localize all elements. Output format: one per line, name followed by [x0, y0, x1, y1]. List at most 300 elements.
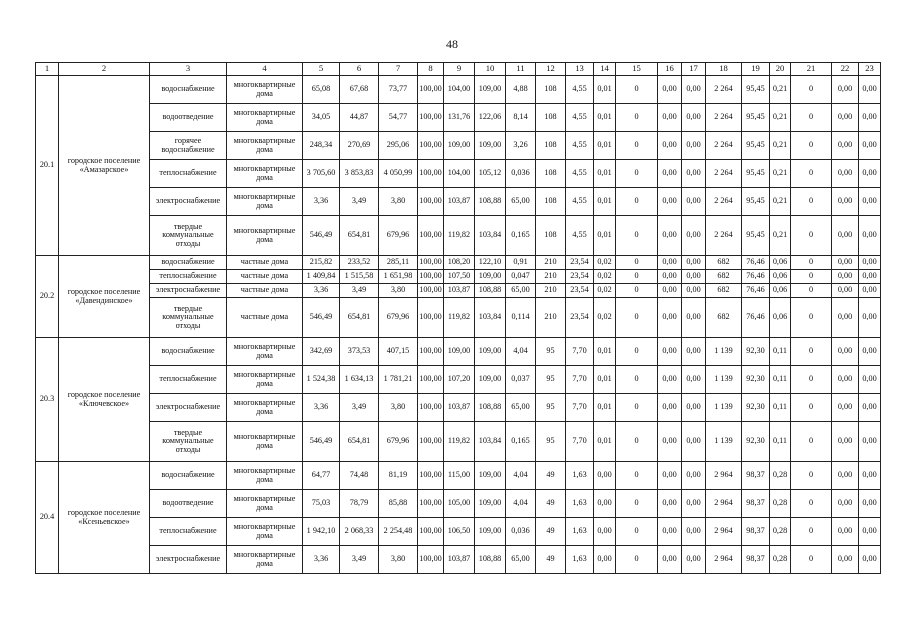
- table-cell: 0,21: [770, 216, 791, 256]
- housing-type: многоквартирные дома: [227, 394, 303, 422]
- table-cell: 0,00: [682, 160, 706, 188]
- table-cell: 0,21: [770, 188, 791, 216]
- column-number: 3: [150, 63, 227, 76]
- column-number: 1: [36, 63, 59, 76]
- housing-type: многоквартирные дома: [227, 104, 303, 132]
- table-cell: 0,047: [506, 270, 536, 284]
- table-cell: 0,00: [832, 490, 859, 518]
- housing-type: многоквартирные дома: [227, 132, 303, 160]
- table-cell: 0,00: [658, 490, 682, 518]
- group-id: 20.2: [36, 256, 59, 338]
- table-row: [36, 394, 881, 422]
- table-cell: 0,00: [682, 76, 706, 104]
- service-type: твердые коммунальные отходы: [150, 216, 227, 256]
- table-cell: 119,82: [444, 298, 475, 338]
- table-cell: 0,02: [594, 256, 616, 270]
- table-cell: 23,54: [566, 270, 594, 284]
- table-cell: 210: [536, 298, 566, 338]
- table-row: [36, 284, 881, 298]
- table-cell: 109,00: [475, 270, 506, 284]
- table-cell: 0: [616, 422, 658, 462]
- table-cell: 0,01: [594, 188, 616, 216]
- table-cell: 95: [536, 422, 566, 462]
- table-cell: 76,46: [742, 256, 770, 270]
- table-cell: 92,30: [742, 394, 770, 422]
- table-row: [36, 462, 881, 490]
- table-cell: 3 705,60: [303, 160, 340, 188]
- table-cell: 0,00: [832, 216, 859, 256]
- table-cell: 0,06: [770, 256, 791, 270]
- table-cell: 4,88: [506, 76, 536, 104]
- table-cell: 3 853,83: [340, 160, 379, 188]
- table-cell: 0,00: [658, 256, 682, 270]
- table-cell: 108: [536, 216, 566, 256]
- table-cell: 1 651,98: [379, 270, 418, 284]
- table-cell: 108: [536, 188, 566, 216]
- table-cell: 122,06: [475, 104, 506, 132]
- table-cell: 0,00: [658, 546, 682, 574]
- table-cell: 115,00: [444, 462, 475, 490]
- table-cell: 0,00: [594, 518, 616, 546]
- table-cell: 0,21: [770, 76, 791, 104]
- table-cell: 67,68: [340, 76, 379, 104]
- table-cell: 0,00: [832, 132, 859, 160]
- table-cell: 0,00: [682, 422, 706, 462]
- table-cell: 546,49: [303, 298, 340, 338]
- table-cell: 65,00: [506, 284, 536, 298]
- service-type: теплоснабжение: [150, 366, 227, 394]
- table-cell: 100,00: [418, 462, 444, 490]
- table-cell: 248,34: [303, 132, 340, 160]
- housing-type: частные дома: [227, 284, 303, 298]
- table-cell: 0,00: [859, 546, 881, 574]
- table-cell: 2 264: [706, 216, 742, 256]
- table-cell: 2 964: [706, 490, 742, 518]
- column-number: 22: [832, 63, 859, 76]
- table-cell: 92,30: [742, 338, 770, 366]
- table-cell: 679,96: [379, 216, 418, 256]
- table-cell: 682: [706, 270, 742, 284]
- table-cell: 2 264: [706, 188, 742, 216]
- table-cell: 104,00: [444, 76, 475, 104]
- table-row: [36, 256, 881, 270]
- table-cell: 233,52: [340, 256, 379, 270]
- table-cell: 0,00: [594, 490, 616, 518]
- table-cell: 0,00: [594, 546, 616, 574]
- tariff-table: [35, 62, 881, 574]
- column-number: 10: [475, 63, 506, 76]
- column-number: 14: [594, 63, 616, 76]
- table-cell: 1,63: [566, 518, 594, 546]
- table-cell: 0,00: [658, 338, 682, 366]
- table-cell: 7,70: [566, 366, 594, 394]
- table-cell: 0,00: [832, 104, 859, 132]
- table-cell: 0,00: [832, 76, 859, 104]
- table-cell: 100,00: [418, 298, 444, 338]
- table-cell: 0,01: [594, 132, 616, 160]
- column-number: 4: [227, 63, 303, 76]
- table-cell: 76,46: [742, 270, 770, 284]
- table-cell: 0,00: [682, 216, 706, 256]
- table-cell: 64,77: [303, 462, 340, 490]
- table-cell: 1 139: [706, 366, 742, 394]
- table-cell: 92,30: [742, 422, 770, 462]
- column-number: 7: [379, 63, 418, 76]
- table-cell: 0,00: [832, 256, 859, 270]
- table-cell: 1 634,13: [340, 366, 379, 394]
- table-cell: 76,46: [742, 298, 770, 338]
- table-cell: 4,04: [506, 490, 536, 518]
- table-cell: 0,00: [832, 518, 859, 546]
- table-cell: 100,00: [418, 338, 444, 366]
- table-cell: 0: [616, 338, 658, 366]
- table-cell: 0: [616, 188, 658, 216]
- service-type: водоснабжение: [150, 462, 227, 490]
- header-row: [36, 63, 881, 76]
- service-type: твердые коммунальные отходы: [150, 298, 227, 338]
- table-cell: 23,54: [566, 284, 594, 298]
- table-cell: 4,55: [566, 188, 594, 216]
- table-cell: 0,00: [682, 394, 706, 422]
- table-cell: 3,49: [340, 188, 379, 216]
- table-cell: 95,45: [742, 188, 770, 216]
- table-cell: 0: [616, 518, 658, 546]
- housing-type: многоквартирные дома: [227, 366, 303, 394]
- table-row: [36, 104, 881, 132]
- table-cell: 95,45: [742, 160, 770, 188]
- table-cell: 0,00: [859, 490, 881, 518]
- table-cell: 4,55: [566, 104, 594, 132]
- service-type: электроснабжение: [150, 284, 227, 298]
- table-cell: 100,00: [418, 518, 444, 546]
- table-cell: 74,48: [340, 462, 379, 490]
- table-cell: 109,00: [475, 518, 506, 546]
- table-cell: 0,00: [658, 270, 682, 284]
- table-cell: 108: [536, 104, 566, 132]
- table-cell: 0: [791, 298, 832, 338]
- table-cell: 0,036: [506, 160, 536, 188]
- table-cell: 0,00: [859, 284, 881, 298]
- table-cell: 0: [616, 298, 658, 338]
- table-cell: 1 942,10: [303, 518, 340, 546]
- table-cell: 100,00: [418, 256, 444, 270]
- table-cell: 4,04: [506, 338, 536, 366]
- service-type: теплоснабжение: [150, 160, 227, 188]
- column-number: 13: [566, 63, 594, 76]
- table-cell: 108,88: [475, 394, 506, 422]
- table-row: [36, 422, 881, 462]
- table-cell: 0,00: [859, 104, 881, 132]
- table-cell: 1 515,58: [340, 270, 379, 284]
- table-cell: 2 964: [706, 518, 742, 546]
- settlement-name: городское поселение «Ключевское»: [59, 338, 150, 462]
- table-cell: 0,00: [682, 132, 706, 160]
- table-cell: 0,00: [859, 338, 881, 366]
- table-cell: 107,50: [444, 270, 475, 284]
- table-cell: 2 264: [706, 76, 742, 104]
- table-cell: 108,20: [444, 256, 475, 270]
- table-cell: 0,00: [859, 188, 881, 216]
- table-cell: 0: [616, 284, 658, 298]
- table-cell: 95,45: [742, 104, 770, 132]
- table-cell: 4,55: [566, 160, 594, 188]
- table-cell: 0,00: [832, 160, 859, 188]
- table-cell: 100,00: [418, 270, 444, 284]
- table-cell: 0,02: [594, 298, 616, 338]
- table-cell: 546,49: [303, 422, 340, 462]
- table-cell: 210: [536, 256, 566, 270]
- table-cell: 103,87: [444, 394, 475, 422]
- table-cell: 0,00: [832, 298, 859, 338]
- table-cell: 0,00: [682, 284, 706, 298]
- column-number: 20: [770, 63, 791, 76]
- table-cell: 654,81: [340, 216, 379, 256]
- table-cell: 100,00: [418, 394, 444, 422]
- table-cell: 1,63: [566, 490, 594, 518]
- service-type: твердые коммунальные отходы: [150, 422, 227, 462]
- table-cell: 0,036: [506, 518, 536, 546]
- table-cell: 1 409,84: [303, 270, 340, 284]
- table-cell: 0,00: [594, 462, 616, 490]
- table-cell: 1 524,38: [303, 366, 340, 394]
- table-cell: 0,00: [658, 518, 682, 546]
- table-cell: 0: [616, 394, 658, 422]
- table-cell: 100,00: [418, 422, 444, 462]
- table-cell: 23,54: [566, 256, 594, 270]
- table-cell: 0: [616, 104, 658, 132]
- table-cell: 0,01: [594, 366, 616, 394]
- table-cell: 0: [616, 490, 658, 518]
- housing-type: многоквартирные дома: [227, 76, 303, 104]
- table-cell: 108,88: [475, 284, 506, 298]
- table-cell: 4,04: [506, 462, 536, 490]
- table-cell: 8,14: [506, 104, 536, 132]
- table-cell: 7,70: [566, 338, 594, 366]
- table-cell: 3,26: [506, 132, 536, 160]
- table-cell: 65,08: [303, 76, 340, 104]
- table-cell: 342,69: [303, 338, 340, 366]
- table-cell: 0: [791, 256, 832, 270]
- service-type: теплоснабжение: [150, 518, 227, 546]
- table-cell: 0: [791, 546, 832, 574]
- table-cell: 0,28: [770, 518, 791, 546]
- table-cell: 75,03: [303, 490, 340, 518]
- table-cell: 0,91: [506, 256, 536, 270]
- housing-type: многоквартирные дома: [227, 490, 303, 518]
- table-cell: 0,00: [682, 298, 706, 338]
- table-cell: 0: [791, 160, 832, 188]
- column-number: 8: [418, 63, 444, 76]
- table-cell: 95: [536, 366, 566, 394]
- table-cell: 0,00: [832, 270, 859, 284]
- table-cell: 3,80: [379, 546, 418, 574]
- table-cell: 100,00: [418, 132, 444, 160]
- table-cell: 0,28: [770, 546, 791, 574]
- table-cell: 0: [616, 256, 658, 270]
- table-cell: 0,00: [859, 298, 881, 338]
- service-type: водоснабжение: [150, 256, 227, 270]
- table-cell: 0: [616, 366, 658, 394]
- table-cell: 0,00: [832, 394, 859, 422]
- table-cell: 0,00: [682, 338, 706, 366]
- table-cell: 100,00: [418, 366, 444, 394]
- table-cell: 4 050,99: [379, 160, 418, 188]
- table-cell: 0: [616, 462, 658, 490]
- table-cell: 0,00: [859, 518, 881, 546]
- table-cell: 0,00: [859, 270, 881, 284]
- table-cell: 0,00: [682, 518, 706, 546]
- table-cell: 0: [791, 76, 832, 104]
- table-cell: 0,01: [594, 216, 616, 256]
- table-cell: 0,00: [658, 284, 682, 298]
- housing-type: частные дома: [227, 298, 303, 338]
- table-cell: 108: [536, 76, 566, 104]
- housing-type: многоквартирные дома: [227, 188, 303, 216]
- table-cell: 0,00: [682, 256, 706, 270]
- table-cell: 95: [536, 394, 566, 422]
- table-cell: 100,00: [418, 546, 444, 574]
- table-cell: 0,00: [859, 462, 881, 490]
- table-cell: 109,00: [475, 462, 506, 490]
- table-cell: 109,00: [475, 338, 506, 366]
- table-cell: 0,11: [770, 366, 791, 394]
- table-cell: 106,50: [444, 518, 475, 546]
- table-cell: 682: [706, 298, 742, 338]
- table-cell: 0,00: [859, 366, 881, 394]
- table-cell: 0,037: [506, 366, 536, 394]
- table-cell: 3,80: [379, 188, 418, 216]
- table-cell: 0,00: [658, 132, 682, 160]
- table-cell: 0,00: [682, 546, 706, 574]
- table-cell: 0,06: [770, 270, 791, 284]
- table-cell: 0,165: [506, 422, 536, 462]
- column-number: 23: [859, 63, 881, 76]
- housing-type: частные дома: [227, 256, 303, 270]
- table-cell: 0,00: [832, 422, 859, 462]
- table-cell: 0: [791, 518, 832, 546]
- table-cell: 0,01: [594, 338, 616, 366]
- table-cell: 0,01: [594, 394, 616, 422]
- service-type: горячее водоснабжение: [150, 132, 227, 160]
- table-cell: 0,00: [832, 188, 859, 216]
- table-cell: 0,00: [832, 338, 859, 366]
- table-cell: 119,82: [444, 216, 475, 256]
- table-cell: 103,87: [444, 546, 475, 574]
- table-cell: 0,01: [594, 104, 616, 132]
- column-number: 18: [706, 63, 742, 76]
- table-cell: 4,55: [566, 132, 594, 160]
- table-cell: 2 068,33: [340, 518, 379, 546]
- table-cell: 0,00: [682, 366, 706, 394]
- table-cell: 0: [791, 462, 832, 490]
- table-cell: 3,36: [303, 284, 340, 298]
- table-cell: 3,36: [303, 188, 340, 216]
- table-cell: 0: [791, 338, 832, 366]
- table-cell: 109,00: [475, 366, 506, 394]
- table-cell: 54,77: [379, 104, 418, 132]
- settlement-name: городское поселение «Давендинское»: [59, 256, 150, 338]
- table-cell: 108: [536, 160, 566, 188]
- table-cell: 108,88: [475, 546, 506, 574]
- table-cell: 49: [536, 518, 566, 546]
- table-cell: 34,05: [303, 104, 340, 132]
- table-cell: 2 964: [706, 546, 742, 574]
- table-row: [36, 298, 881, 338]
- table-cell: 295,06: [379, 132, 418, 160]
- table-cell: 0: [791, 132, 832, 160]
- table-cell: 100,00: [418, 284, 444, 298]
- housing-type: многоквартирные дома: [227, 518, 303, 546]
- service-type: водоснабжение: [150, 338, 227, 366]
- table-cell: 0,01: [594, 422, 616, 462]
- table-cell: 65,00: [506, 188, 536, 216]
- table-cell: 0: [791, 422, 832, 462]
- table-cell: 0,00: [658, 366, 682, 394]
- table-cell: 95,45: [742, 132, 770, 160]
- table-cell: 95,45: [742, 76, 770, 104]
- table-cell: 373,53: [340, 338, 379, 366]
- table-cell: 0,21: [770, 160, 791, 188]
- table-cell: 103,84: [475, 422, 506, 462]
- table-cell: 0,28: [770, 490, 791, 518]
- table-row: [36, 270, 881, 284]
- table-cell: 0: [616, 76, 658, 104]
- table-cell: 98,37: [742, 518, 770, 546]
- table-cell: 109,00: [475, 132, 506, 160]
- table-cell: 546,49: [303, 216, 340, 256]
- table-cell: 654,81: [340, 422, 379, 462]
- table-cell: 0: [791, 490, 832, 518]
- table-cell: 0,11: [770, 338, 791, 366]
- settlement-name: городское поселение «Ксеньевское»: [59, 462, 150, 574]
- table-cell: 682: [706, 256, 742, 270]
- table-cell: 44,87: [340, 104, 379, 132]
- column-number: 5: [303, 63, 340, 76]
- table-cell: 3,80: [379, 394, 418, 422]
- table-cell: 3,80: [379, 284, 418, 298]
- table-cell: 0,00: [682, 270, 706, 284]
- table-cell: 0: [616, 160, 658, 188]
- table-cell: 108: [536, 132, 566, 160]
- table-cell: 100,00: [418, 216, 444, 256]
- table-cell: 1 139: [706, 422, 742, 462]
- table-cell: 1 139: [706, 394, 742, 422]
- table-cell: 81,19: [379, 462, 418, 490]
- table-cell: 654,81: [340, 298, 379, 338]
- table-cell: 0,00: [859, 256, 881, 270]
- housing-type: частные дома: [227, 270, 303, 284]
- table-cell: 285,11: [379, 256, 418, 270]
- table-cell: 3,49: [340, 546, 379, 574]
- table-cell: 105,00: [444, 490, 475, 518]
- table-cell: 0,00: [859, 422, 881, 462]
- table-cell: 0,00: [859, 76, 881, 104]
- table-cell: 95: [536, 338, 566, 366]
- table-cell: 0,00: [832, 366, 859, 394]
- table-cell: 119,82: [444, 422, 475, 462]
- column-number: 12: [536, 63, 566, 76]
- table-cell: 100,00: [418, 160, 444, 188]
- table-cell: 78,79: [340, 490, 379, 518]
- table-cell: 0,00: [859, 216, 881, 256]
- table-cell: 679,96: [379, 298, 418, 338]
- table-cell: 0: [616, 270, 658, 284]
- table-cell: 0,06: [770, 298, 791, 338]
- table-cell: 0: [616, 132, 658, 160]
- column-number: 16: [658, 63, 682, 76]
- column-number: 21: [791, 63, 832, 76]
- table-cell: 0: [791, 284, 832, 298]
